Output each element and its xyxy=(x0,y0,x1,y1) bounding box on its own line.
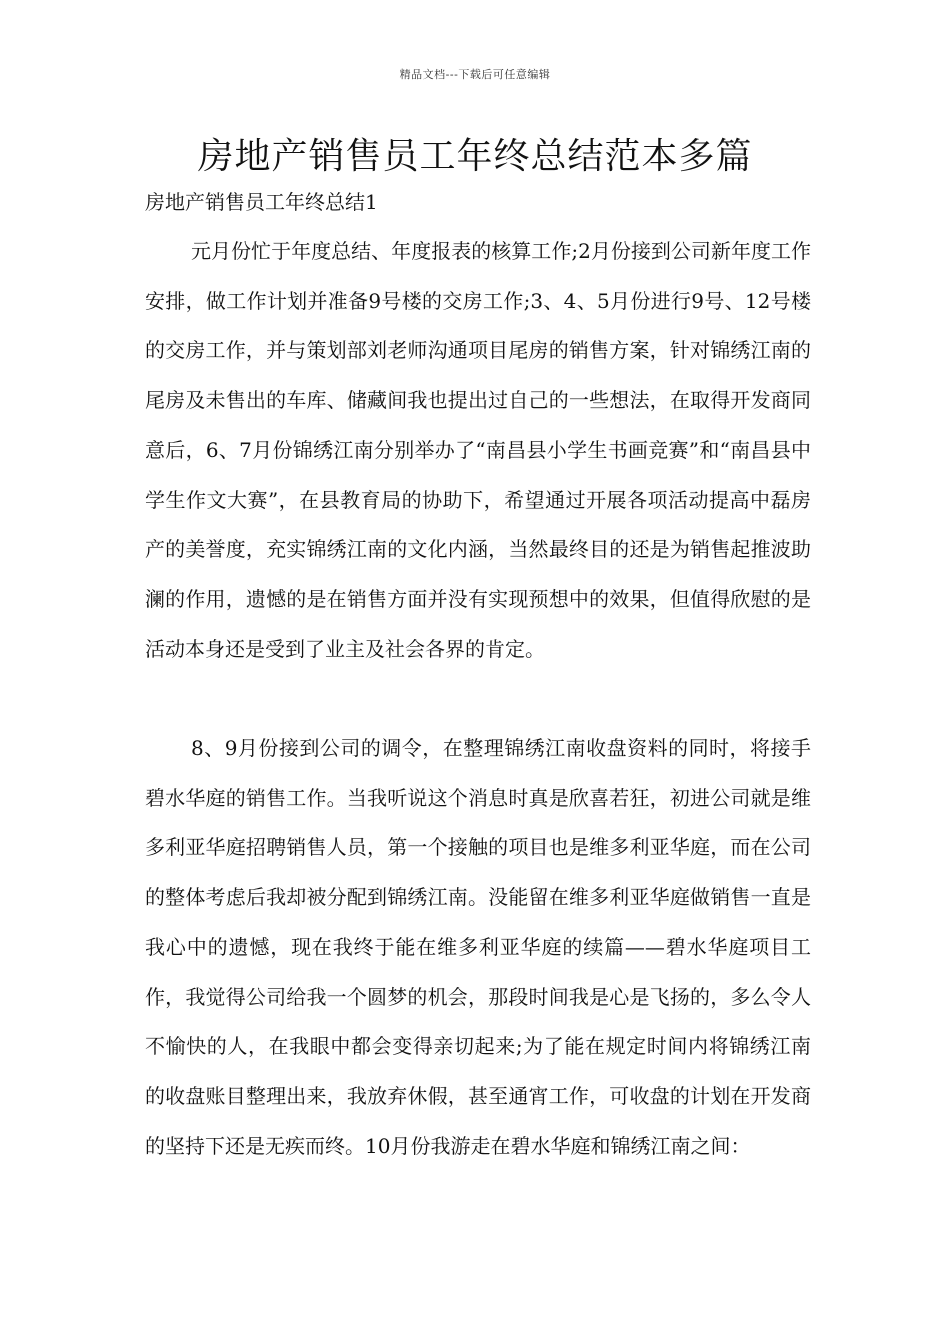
document-title: 房地产销售员工年终总结范本多篇 xyxy=(197,136,753,177)
body-paragraph: 8、9月份接到公司的调令，在整理锦绣江南收盘资料的同时，将接手碧水华庭的销售工作。当我听说这个消息时真是欣喜若狂，初进公司就是维多利亚华庭招聘销售人员，第一个接触的项目也是维多利亚华庭，而在公司的整体考虑后我却被分配到锦绣江南。没能留在维多利亚华庭做销售一直是我心中的遗憾，现在我终于能在维多利亚华庭的续篇——碧水华庭项目工作，我觉得公司给我一个圆梦的机会，那段时间我是心是飞扬的，多么令人不愉快的人，在我眼中都会变得亲切起来;为了能在规定时间内将锦绣江南的收盘账目整理出来，我放弃休假，甚至通宵工作，可收盘的计划在开发商的坚持下还是无疾而终。10月份我游走在碧水华庭和锦绣江南之间： xyxy=(145,736,811,1158)
section-heading: 房地产销售员工年终总结1 xyxy=(145,190,378,214)
body-paragraph: 元月份忙于年度总结、年度报表的核算工作;2月份接到公司新年度工作安排，做工作计划并准备9号楼的交房工作;3、4、5月份进行9号、12号楼的交房工作，并与策划部刘老师沟通项目尾房的销售方案，针对锦绣江南的尾房及未售出的车库、储藏间我也提出过自己的一些想法，在取得开发商同意后，6、7月份锦绣江南分别举办了“南昌县小学生书画竞赛”和“南昌县中学生作文大赛”，在县教育局的协助下，希望通过开展各项活动提高中磊房产的美誉度，充实锦绣江南的文化内涵，当然最终目的还是为销售起推波助澜的作用，遗憾的是在销售方面并没有实现预想中的效果，但值得欣慰的是活动本身还是受到了业主及社会各界的肯定。 xyxy=(145,239,811,661)
header-note: 精品文档---下载后可任意编辑 xyxy=(399,68,551,81)
